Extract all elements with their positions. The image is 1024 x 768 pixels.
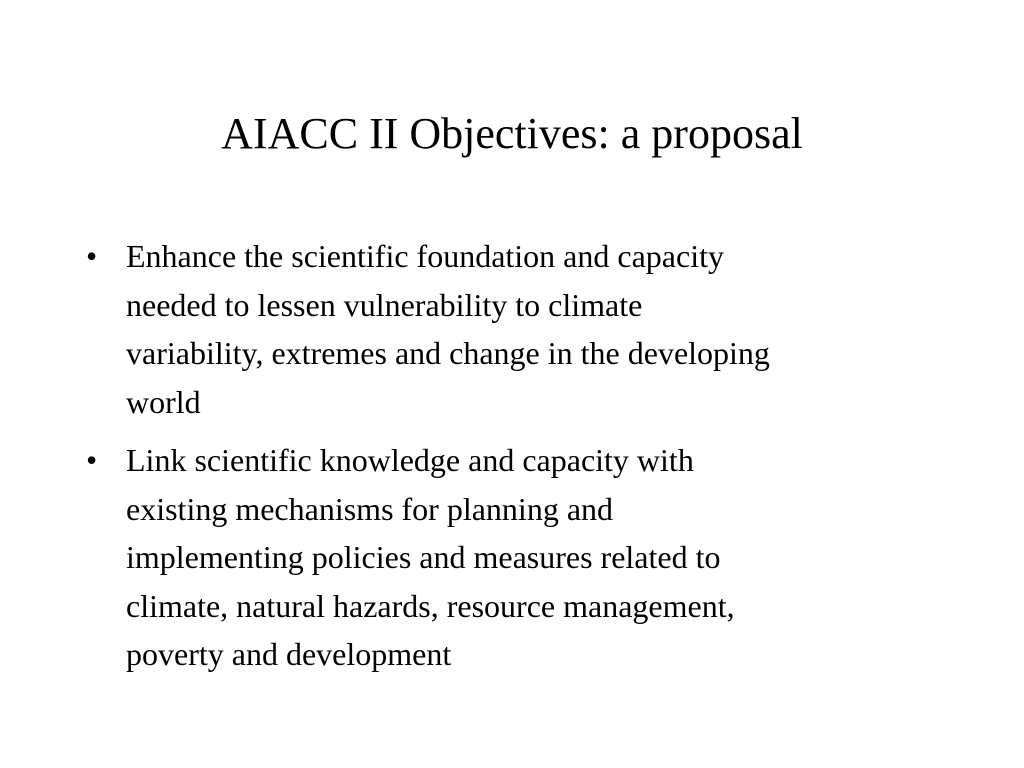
bullet-item <box>86 232 946 426</box>
bullet-text-line: existing mechanisms for planning and <box>126 490 614 527</box>
bullet-text-line: needed to lessen vulnerability to climate <box>126 286 643 323</box>
slide-title: AIACC II Objectives: a proposal <box>221 109 803 158</box>
bullet-icon: • <box>86 238 98 274</box>
bullet-text-line: Link scientific knowledge and capacity with <box>126 442 694 478</box>
bullet-text-line: variability, extremes and change in the developing <box>126 335 770 371</box>
bullet-icon: • <box>86 442 98 478</box>
bullet-text-line: climate, natural hazards, resource management, <box>126 587 735 624</box>
bullet-text-line: world <box>126 383 201 420</box>
bullet-text-line: Enhance the scientific foundation and capacity <box>126 238 724 274</box>
bullet-list <box>86 232 946 689</box>
bullet-text-line: implementing policies and measures related to <box>126 539 721 575</box>
bullet-item <box>86 436 946 679</box>
bullet-text-line: poverty and development <box>126 636 452 672</box>
